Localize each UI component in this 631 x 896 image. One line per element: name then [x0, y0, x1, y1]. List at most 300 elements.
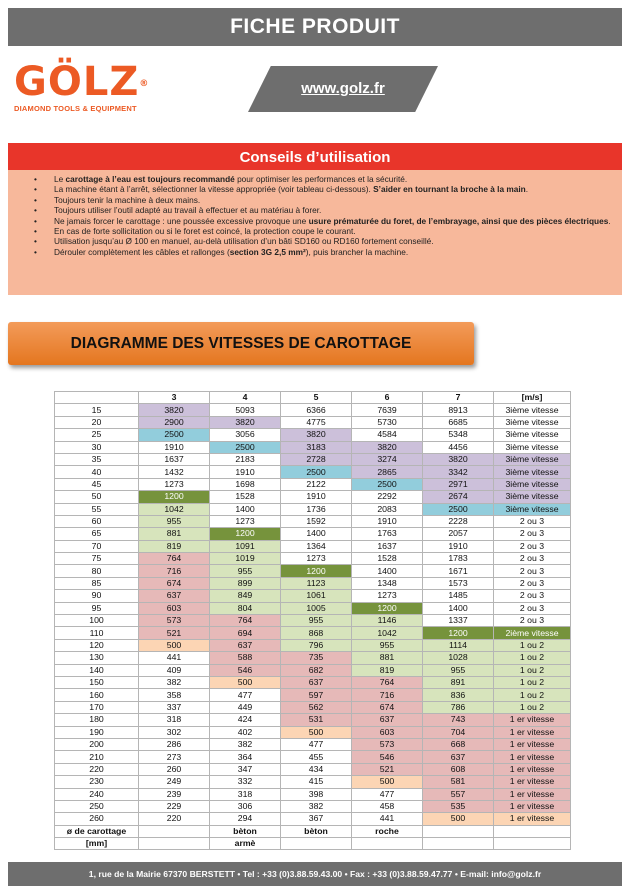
diameter-cell: 60 — [55, 515, 139, 527]
rpm-cell: 2865 — [352, 466, 423, 478]
conseil-text: pour optimiser les performances et la sécurité. — [234, 174, 408, 184]
table-row — [55, 615, 571, 627]
conseil-text: . — [608, 215, 611, 226]
speed-gear-cell: 3ième vitesse — [494, 441, 571, 453]
rpm-cell: 2292 — [352, 491, 423, 503]
table-row — [55, 664, 571, 676]
rpm-cell: 5093 — [210, 404, 281, 416]
speed-gear-cell: 1 ou 2 — [494, 689, 571, 701]
rpm-cell: 881 — [352, 652, 423, 664]
rpm-cell: 6685 — [423, 416, 494, 428]
rpm-cell: 500 — [352, 776, 423, 788]
rpm-cell: 573 — [139, 615, 210, 627]
rpm-cell: 955 — [352, 639, 423, 651]
rpm-cell: 1200 — [281, 565, 352, 577]
rpm-cell — [352, 838, 423, 850]
table-row — [55, 751, 571, 763]
contact-footer: 1, rue de la Mairie 67370 BERSTETT • Tel : +33 (0)3.88.59.43.00 • Fax : +33 (0)3.88.59.47.77 • E-mail: info@golz.fr — [8, 862, 622, 886]
rpm-cell: 337 — [139, 701, 210, 713]
table-row — [55, 652, 571, 664]
rpm-cell: 1337 — [423, 615, 494, 627]
rpm-cell: 1485 — [423, 590, 494, 602]
table-row — [55, 639, 571, 651]
rpm-cell: 3820 — [423, 453, 494, 465]
rpm-cell: 637 — [210, 639, 281, 651]
conseil-item — [34, 174, 622, 184]
rpm-cell: 4775 — [281, 416, 352, 428]
diameter-cell: 220 — [55, 763, 139, 775]
speed-gear-cell: 1 er vitesse — [494, 751, 571, 763]
rpm-cell: 364 — [210, 751, 281, 763]
diameter-cell: 25 — [55, 429, 139, 441]
rpm-cell: 716 — [139, 565, 210, 577]
diameter-cell: 210 — [55, 751, 139, 763]
table-row — [55, 429, 571, 441]
logo-tagline: DIAMOND TOOLS & EQUIPMENT — [14, 104, 137, 113]
rpm-cell: 1910 — [210, 466, 281, 478]
diameter-cell: 140 — [55, 664, 139, 676]
rpm-cell: 3 — [139, 392, 210, 404]
rpm-cell: 743 — [423, 714, 494, 726]
table-row — [55, 627, 571, 639]
logo-name: GÖLZ — [14, 59, 140, 105]
rpm-cell — [423, 825, 494, 837]
rpm-cell: 1273 — [352, 590, 423, 602]
speed-gear-cell: 2ième vitesse — [494, 627, 571, 639]
rpm-cell: 1273 — [281, 553, 352, 565]
rpm-cell: 500 — [281, 726, 352, 738]
table-row — [55, 540, 571, 552]
table-row — [55, 491, 571, 503]
rpm-cell: 899 — [210, 577, 281, 589]
rpm-cell: 1528 — [210, 491, 281, 503]
table-row — [55, 602, 571, 614]
rpm-cell: 1042 — [352, 627, 423, 639]
rpm-cell: 367 — [281, 813, 352, 825]
speed-gear-cell: 3ième vitesse — [494, 466, 571, 478]
diameter-cell: 80 — [55, 565, 139, 577]
conseil-text: . — [525, 184, 529, 195]
rpm-cell: 229 — [139, 800, 210, 812]
rpm-cell: 637 — [352, 714, 423, 726]
diameter-cell — [55, 392, 139, 404]
rpm-cell: 1273 — [210, 515, 281, 527]
conseils-title: Conseils d’utilisation — [8, 143, 622, 170]
logo-registered-mark: ® — [139, 79, 150, 89]
rpm-cell: 1348 — [352, 577, 423, 589]
rpm-cell: 1028 — [423, 652, 494, 664]
speed-gear-cell: 1 ou 2 — [494, 639, 571, 651]
rpm-cell: 286 — [139, 738, 210, 750]
rpm-cell: 1910 — [352, 515, 423, 527]
table-row — [55, 553, 571, 565]
diameter-cell: 15 — [55, 404, 139, 416]
rpm-cell: 5348 — [423, 429, 494, 441]
rpm-cell: 318 — [139, 714, 210, 726]
rpm-cell — [139, 838, 210, 850]
speed-gear-cell: 3ième vitesse — [494, 404, 571, 416]
table-footer-row — [55, 838, 571, 850]
table-row — [55, 590, 571, 602]
conseil-text: Toujours utiliser l’outil adapté au travail à effectuer et au matériau à forer. — [54, 205, 322, 216]
rpm-cell: 1200 — [139, 491, 210, 503]
rpm-cell: 4456 — [423, 441, 494, 453]
rpm-cell: 260 — [139, 763, 210, 775]
diameter-cell: 75 — [55, 553, 139, 565]
rpm-cell: 704 — [423, 726, 494, 738]
rpm-cell: 786 — [423, 701, 494, 713]
speed-gear-cell: 3ième vitesse — [494, 416, 571, 428]
rpm-cell: 306 — [210, 800, 281, 812]
rpm-cell: 2057 — [423, 528, 494, 540]
table-row — [55, 738, 571, 750]
table-row — [55, 453, 571, 465]
rpm-cell: 2500 — [210, 441, 281, 453]
rpm-cell: 521 — [139, 627, 210, 639]
table-header-row — [55, 392, 571, 404]
rpm-cell: 382 — [139, 676, 210, 688]
rpm-cell: 1432 — [139, 466, 210, 478]
diameter-cell: 45 — [55, 478, 139, 490]
rpm-cell: 220 — [139, 813, 210, 825]
conseil-item — [34, 195, 622, 205]
rpm-cell: 1005 — [281, 602, 352, 614]
speed-gear-cell: 1 er vitesse — [494, 788, 571, 800]
rpm-cell: 3820 — [139, 404, 210, 416]
table-row — [55, 577, 571, 589]
speed-table — [54, 391, 571, 850]
table-row — [55, 714, 571, 726]
diagram-title: DIAGRAMME DES VITESSES DE CAROTTAGE — [70, 335, 412, 352]
rpm-cell: roche — [352, 825, 423, 837]
table-footer-row — [55, 825, 571, 837]
diameter-cell: 85 — [55, 577, 139, 589]
bullet-icon: • — [34, 184, 37, 195]
rpm-cell: 2728 — [281, 453, 352, 465]
rpm-cell: 3820 — [210, 416, 281, 428]
speed-gear-cell: 1 er vitesse — [494, 763, 571, 775]
table-row — [55, 478, 571, 490]
conseil-item — [34, 226, 622, 236]
rpm-cell: 3056 — [210, 429, 281, 441]
rpm-cell: 597 — [281, 689, 352, 701]
rpm-cell: 682 — [281, 664, 352, 676]
rpm-cell: 1123 — [281, 577, 352, 589]
rpm-cell: 500 — [139, 639, 210, 651]
rpm-cell: 1200 — [352, 602, 423, 614]
rpm-cell: 6 — [352, 392, 423, 404]
rpm-cell: 332 — [210, 776, 281, 788]
rpm-cell: 955 — [139, 515, 210, 527]
rpm-cell — [139, 825, 210, 837]
rpm-cell: 4584 — [352, 429, 423, 441]
rpm-cell: 318 — [210, 788, 281, 800]
rpm-cell: 1637 — [139, 453, 210, 465]
speed-gear-cell: 2 ou 3 — [494, 540, 571, 552]
rpm-cell: 1400 — [352, 565, 423, 577]
speed-gear-cell: 2 ou 3 — [494, 515, 571, 527]
rpm-cell: 1019 — [210, 553, 281, 565]
speed-gear-cell: 1 ou 2 — [494, 701, 571, 713]
speed-gear-cell: 3ième vitesse — [494, 491, 571, 503]
rpm-cell: 1400 — [423, 602, 494, 614]
rpm-cell: 8913 — [423, 404, 494, 416]
conseils-list — [8, 170, 622, 257]
rpm-cell: 3342 — [423, 466, 494, 478]
speed-gear-cell: 2 ou 3 — [494, 577, 571, 589]
rpm-cell: 546 — [210, 664, 281, 676]
rpm-cell: 2500 — [139, 429, 210, 441]
rpm-cell: 668 — [423, 738, 494, 750]
conseil-text: usure prématurée du foret, de l’embrayage, ainsi que des pièces électriques — [308, 215, 609, 226]
rpm-cell: 955 — [423, 664, 494, 676]
rpm-cell: 477 — [281, 738, 352, 750]
rpm-cell: 573 — [352, 738, 423, 750]
rpm-cell: 735 — [281, 652, 352, 664]
speed-gear-cell: 1 er vitesse — [494, 776, 571, 788]
table-row — [55, 515, 571, 527]
diameter-cell: 95 — [55, 602, 139, 614]
speed-gear-cell: 3ième vitesse — [494, 453, 571, 465]
rpm-cell: 3820 — [352, 441, 423, 453]
speed-gear-cell: 1 ou 2 — [494, 676, 571, 688]
table-row — [55, 689, 571, 701]
speed-gear-cell: 1 ou 2 — [494, 652, 571, 664]
speed-gear-cell — [494, 825, 571, 837]
diameter-cell: 120 — [55, 639, 139, 651]
table-row — [55, 800, 571, 812]
diameter-cell: [mm] — [55, 838, 139, 850]
table-row — [55, 788, 571, 800]
table-row — [55, 813, 571, 825]
golz-logo — [14, 59, 194, 114]
rpm-cell: 441 — [352, 813, 423, 825]
bullet-icon: • — [34, 205, 37, 216]
rpm-cell: 2228 — [423, 515, 494, 527]
rpm-cell: 637 — [281, 676, 352, 688]
rpm-cell: 562 — [281, 701, 352, 713]
table-row — [55, 726, 571, 738]
rpm-cell: 804 — [210, 602, 281, 614]
speed-gear-cell: 2 ou 3 — [494, 590, 571, 602]
rpm-cell: 500 — [210, 676, 281, 688]
table-row — [55, 404, 571, 416]
rpm-cell: 1910 — [281, 491, 352, 503]
conseil-text: Utilisation jusqu’au Ø 100 en manuel, au-delà utilisation d’un bâti SD160 ou RD160 fortement conseillé. — [54, 236, 434, 247]
conseil-text: En cas de forte sollicitation ou si le foret est coincé, la protection coupe le courant. — [54, 226, 356, 237]
rpm-cell: 249 — [139, 776, 210, 788]
rpm-cell: 5 — [281, 392, 352, 404]
rpm-cell: 868 — [281, 627, 352, 639]
speed-gear-cell: 1 er vitesse — [494, 726, 571, 738]
table-row — [55, 466, 571, 478]
conseil-text: Toujours tenir la machine à deux mains. — [54, 194, 201, 205]
conseil-text: section 3G 2,5 mm² — [229, 246, 306, 257]
rpm-cell: 1910 — [139, 441, 210, 453]
rpm-cell: 382 — [281, 800, 352, 812]
bullet-icon: • — [34, 215, 37, 226]
rpm-cell: 441 — [139, 652, 210, 664]
speed-gear-cell: 3ième vitesse — [494, 478, 571, 490]
rpm-cell: 819 — [139, 540, 210, 552]
rpm-cell: 1114 — [423, 639, 494, 651]
rpm-cell: 6366 — [281, 404, 352, 416]
rpm-cell: 764 — [139, 553, 210, 565]
table-row — [55, 528, 571, 540]
diameter-cell: 240 — [55, 788, 139, 800]
rpm-cell: 1364 — [281, 540, 352, 552]
diameter-cell: 20 — [55, 416, 139, 428]
rpm-cell: 7639 — [352, 404, 423, 416]
conseil-item — [34, 184, 622, 194]
rpm-cell: 764 — [210, 615, 281, 627]
rpm-cell: 694 — [210, 627, 281, 639]
table-row — [55, 565, 571, 577]
rpm-cell: 1637 — [352, 540, 423, 552]
rpm-cell: 603 — [139, 602, 210, 614]
speed-gear-cell: 3ième vitesse — [494, 503, 571, 515]
rpm-cell: 402 — [210, 726, 281, 738]
diameter-cell: 100 — [55, 615, 139, 627]
rpm-cell: 239 — [139, 788, 210, 800]
rpm-cell: 1200 — [423, 627, 494, 639]
page-title: FICHE PRODUIT — [8, 8, 622, 46]
rpm-cell: 1763 — [352, 528, 423, 540]
rpm-cell: 294 — [210, 813, 281, 825]
diameter-cell: 160 — [55, 689, 139, 701]
website-link[interactable]: www.golz.fr — [301, 80, 385, 97]
rpm-cell: 535 — [423, 800, 494, 812]
rpm-cell: 2183 — [210, 453, 281, 465]
rpm-cell: 2083 — [352, 503, 423, 515]
rpm-cell: 1592 — [281, 515, 352, 527]
bullet-icon: • — [34, 236, 37, 247]
rpm-cell: 881 — [139, 528, 210, 540]
rpm-cell: 455 — [281, 751, 352, 763]
rpm-cell: 449 — [210, 701, 281, 713]
rpm-cell: 398 — [281, 788, 352, 800]
rpm-cell: 1273 — [139, 478, 210, 490]
rpm-cell: 358 — [139, 689, 210, 701]
rpm-cell: 1200 — [210, 528, 281, 540]
rpm-cell: 608 — [423, 763, 494, 775]
rpm-cell: 674 — [139, 577, 210, 589]
rpm-cell: 546 — [352, 751, 423, 763]
rpm-cell: 637 — [139, 590, 210, 602]
rpm-cell: 424 — [210, 714, 281, 726]
table-row — [55, 416, 571, 428]
rpm-cell: 1146 — [352, 615, 423, 627]
diameter-cell: 250 — [55, 800, 139, 812]
rpm-cell: 1783 — [423, 553, 494, 565]
rpm-cell: 1698 — [210, 478, 281, 490]
rpm-cell: 5730 — [352, 416, 423, 428]
bullet-icon: • — [34, 174, 37, 184]
speed-gear-cell: 1 ou 2 — [494, 664, 571, 676]
speed-gear-cell: 2 ou 3 — [494, 565, 571, 577]
rpm-cell: 557 — [423, 788, 494, 800]
diameter-cell: 30 — [55, 441, 139, 453]
table-row — [55, 776, 571, 788]
rpm-cell: 347 — [210, 763, 281, 775]
rpm-cell: 1910 — [423, 540, 494, 552]
rpm-cell: 716 — [352, 689, 423, 701]
rpm-cell: 588 — [210, 652, 281, 664]
rpm-cell: 2500 — [281, 466, 352, 478]
speed-gear-cell: 2 ou 3 — [494, 602, 571, 614]
speed-gear-cell: 1 er vitesse — [494, 813, 571, 825]
rpm-cell — [281, 838, 352, 850]
diameter-cell: ø de carottage — [55, 825, 139, 837]
speed-gear-cell: 2 ou 3 — [494, 553, 571, 565]
rpm-cell: 415 — [281, 776, 352, 788]
conseil-text: Dérouler complètement les câbles et rallonges ( — [54, 246, 230, 257]
rpm-cell: 581 — [423, 776, 494, 788]
diameter-cell: 35 — [55, 453, 139, 465]
rpm-cell: 796 — [281, 639, 352, 651]
diameter-cell: 90 — [55, 590, 139, 602]
rpm-cell: 3820 — [281, 429, 352, 441]
speed-gear-cell — [494, 838, 571, 850]
speed-gear-cell: 1 er vitesse — [494, 800, 571, 812]
rpm-cell: 2900 — [139, 416, 210, 428]
diameter-cell: 65 — [55, 528, 139, 540]
speed-gear-cell: 1 er vitesse — [494, 738, 571, 750]
rpm-cell: bèton — [281, 825, 352, 837]
diameter-cell: 190 — [55, 726, 139, 738]
diameter-cell: 50 — [55, 491, 139, 503]
rpm-cell: 409 — [139, 664, 210, 676]
diameter-cell: 170 — [55, 701, 139, 713]
table-row — [55, 763, 571, 775]
rpm-cell: 2971 — [423, 478, 494, 490]
rpm-cell: 521 — [352, 763, 423, 775]
conseil-item — [34, 216, 622, 226]
conseils-box — [8, 143, 622, 295]
rpm-cell: 891 — [423, 676, 494, 688]
diameter-cell: 70 — [55, 540, 139, 552]
rpm-cell: 382 — [210, 738, 281, 750]
rpm-cell: armè — [210, 838, 281, 850]
conseil-text: S’aider en tournant la broche à la main — [373, 184, 526, 195]
table-row — [55, 701, 571, 713]
rpm-cell: 1061 — [281, 590, 352, 602]
rpm-cell: 764 — [352, 676, 423, 688]
rpm-cell: 531 — [281, 714, 352, 726]
rpm-cell: 849 — [210, 590, 281, 602]
conseil-text: ), puis brancher la machine. — [305, 246, 409, 257]
diameter-cell: 55 — [55, 503, 139, 515]
bullet-icon: • — [34, 226, 37, 237]
bullet-icon: • — [34, 246, 37, 257]
diameter-cell: 40 — [55, 466, 139, 478]
rpm-cell: 458 — [352, 800, 423, 812]
diameter-cell: 260 — [55, 813, 139, 825]
rpm-cell: 1573 — [423, 577, 494, 589]
conseil-item — [34, 247, 622, 257]
rpm-cell: 477 — [210, 689, 281, 701]
rpm-cell: bèton — [210, 825, 281, 837]
rpm-cell — [423, 838, 494, 850]
rpm-cell: 819 — [352, 664, 423, 676]
rpm-cell: 637 — [423, 751, 494, 763]
rpm-cell: 7 — [423, 392, 494, 404]
rpm-cell: 1671 — [423, 565, 494, 577]
speed-gear-cell: [m/s] — [494, 392, 571, 404]
diameter-cell: 150 — [55, 676, 139, 688]
conseil-text: carottage à l’eau est toujours recommandé — [65, 174, 235, 184]
rpm-cell: 674 — [352, 701, 423, 713]
